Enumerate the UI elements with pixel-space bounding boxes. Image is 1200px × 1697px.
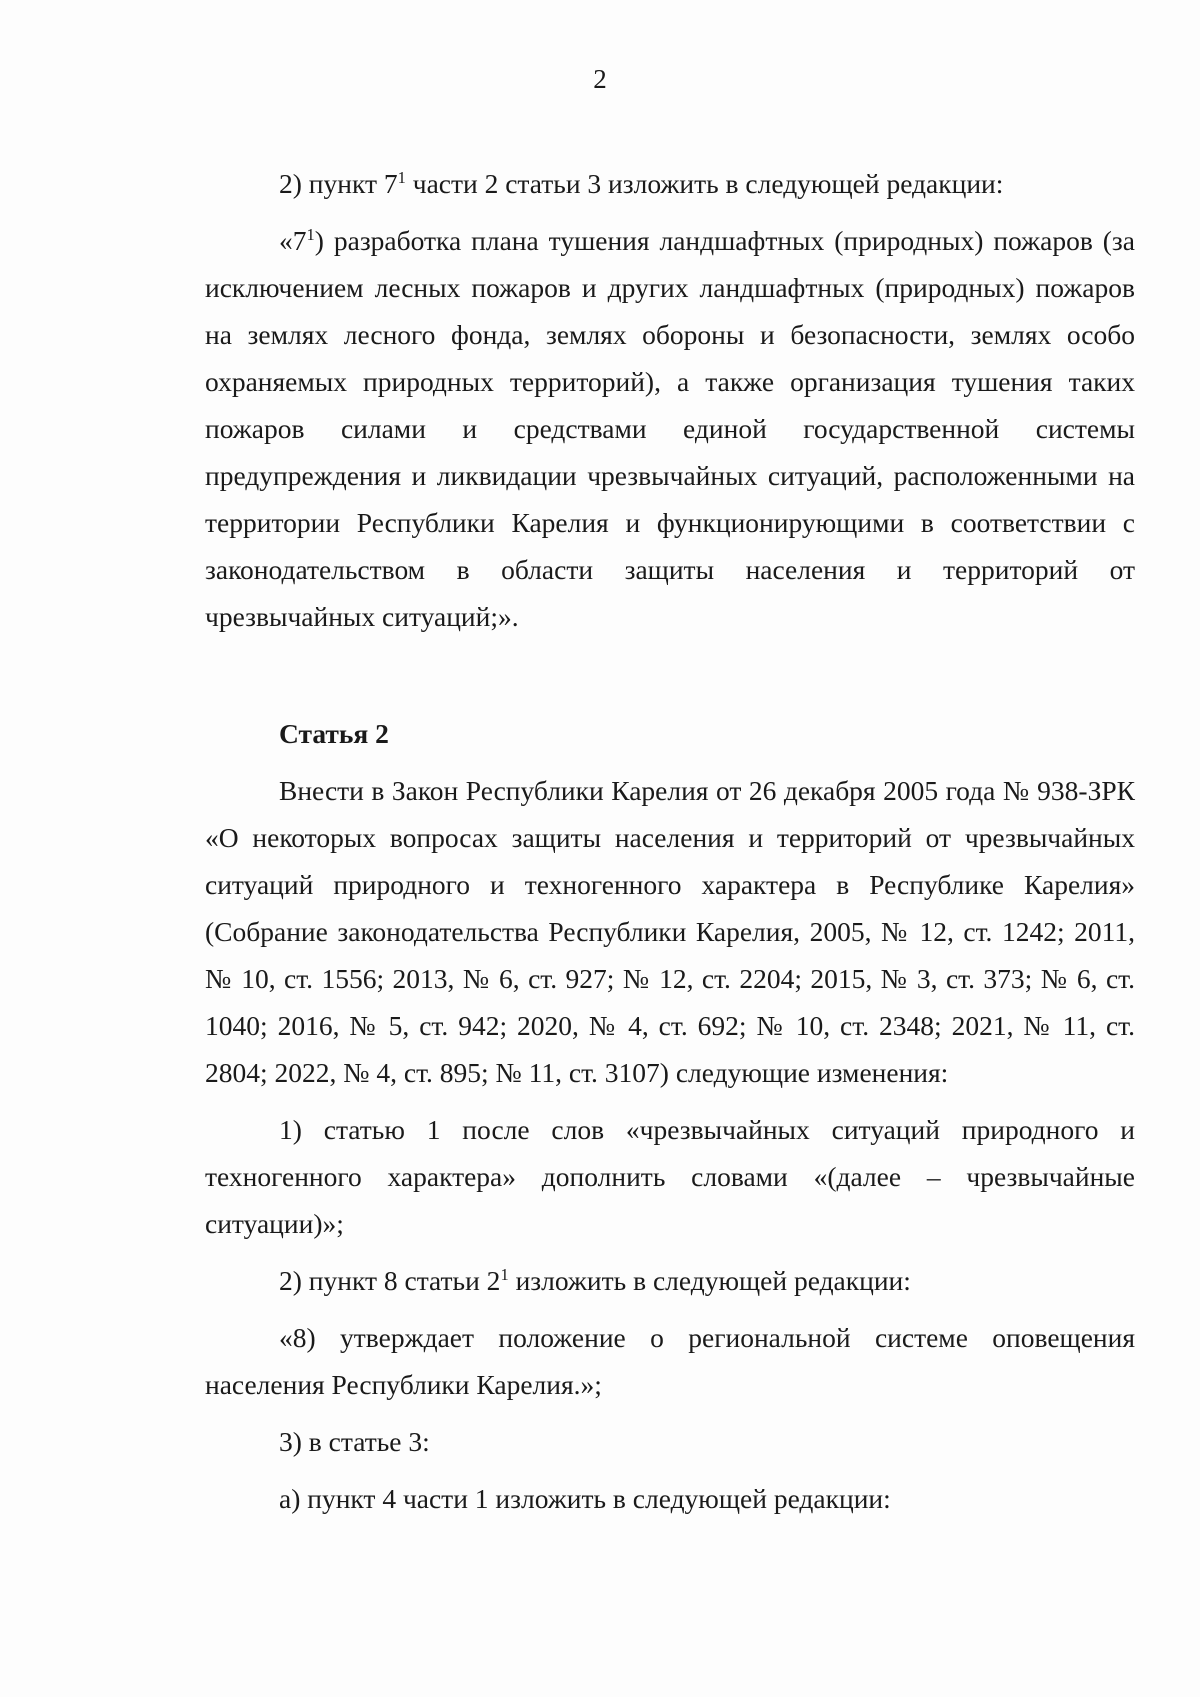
article2-item3a: а) пункт 4 части 1 изложить в следующей редакции:	[279, 1483, 891, 1514]
article1-item2-intro	[205, 160, 1135, 207]
article2-item2-text: «8) утверждает положение о региональной системе оповещения населения Республики Карелия.»;	[205, 1322, 1135, 1400]
article1-item2-text	[205, 217, 1135, 640]
text-fragment: части 2 статьи 3 изложить в следующей редакции:	[405, 168, 1004, 199]
article2-item2-intro	[205, 1257, 1135, 1304]
superscript: 1	[500, 1264, 509, 1284]
text-fragment: изложить в следующей редакции:	[508, 1265, 911, 1296]
article2-title: Статья 2	[279, 718, 389, 749]
superscript: 1	[306, 224, 315, 244]
document-body	[205, 160, 1135, 1522]
article2-item3: 3) в статье 3:	[279, 1426, 430, 1457]
text-fragment: 2) пункт 8 статьи 2	[279, 1265, 501, 1296]
page-number: 2	[593, 64, 607, 94]
text-fragment: «7	[279, 225, 307, 256]
text-fragment: 2) пункт 7	[279, 168, 398, 199]
superscript: 1	[397, 167, 406, 187]
article2-intro: Внести в Закон Республики Карелия от 26 декабря 2005 года № 938-ЗРК «О некоторых вопросах защиты населения и территорий от чрезвычайных ситуаций природного и техногенного характера в Республике Карелия» (Собрание законодательства Республики Карелия, 2005, № 12, ст. 1242; 2011, № 10, ст. 1556; 2013, № 6, ст. 927; № 12, ст. 2204; 2015, № 3, ст. 373; № 6, ст. 1040; 2016, № 5, ст. 942; 2020, № 4, ст. 692; № 10, ст. 2348; 2021, № 11, ст. 2804; 2022, № 4, ст. 895; № 11, ст. 3107) следующие изменения:	[205, 775, 1135, 1088]
article2-item1: 1) статью 1 после слов «чрезвычайных ситуаций природного и техногенного характера» дополнить словами «(далее – чрезвычайные ситуации)»;	[205, 1114, 1135, 1239]
text-fragment: ) разработка плана тушения ландшафтных (природных) пожаров (за исключением лесных пожаров и других ландшафтных (природных) пожаров на землях лесного фонда, землях обороны и безопасности, землях особо охраняемых природных территорий), а также организация тушения таких пожаров силами и средствами единой государственной системы предупреждения и ликвидации чрезвычайных ситуаций, расположенными на территории Республики Карелия и функционирующими в соответствии с законодательством в области защиты населения и территорий от чрезвычайных ситуаций;».	[205, 225, 1135, 632]
